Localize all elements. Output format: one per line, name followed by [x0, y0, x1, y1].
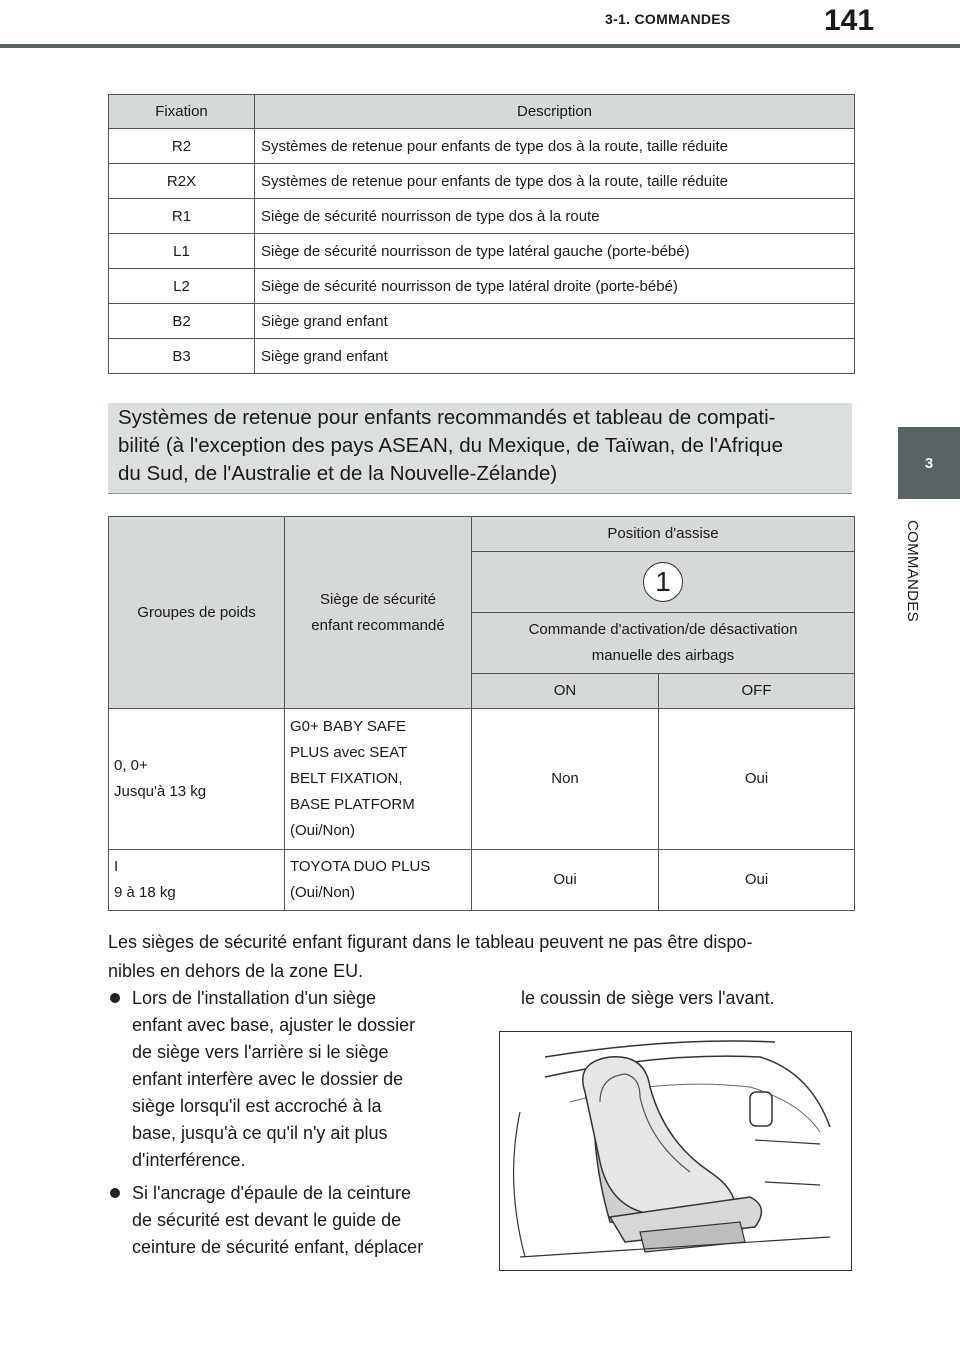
- table-row: [109, 709, 855, 850]
- seat-position-cell: [472, 552, 855, 613]
- recommended-seat-cell: [285, 709, 472, 850]
- bullet-icon: [110, 993, 120, 1003]
- weight-group-line: 0, 0+: [114, 757, 148, 774]
- fixation-code: B3: [109, 339, 255, 374]
- availability-note: [108, 928, 848, 986]
- bullet-line: de sécurité est devant le guide de: [132, 1210, 402, 1230]
- bullet-icon: [110, 1188, 120, 1198]
- seat-line: (Oui/Non): [290, 822, 356, 839]
- header-divider: [0, 44, 960, 48]
- recommended-seat-cell: [285, 850, 472, 911]
- bullet-line: ceinture de sécurité enfant, déplacer: [132, 1237, 424, 1257]
- fixation-description: Siège de sécurité nourrisson de type latéral gauche (porte-bébé): [255, 234, 855, 269]
- chapter-label: COMMANDES: [904, 520, 921, 622]
- header-weight-group-text: Groupes de poids: [137, 603, 256, 621]
- section-title-line: du Sud, de l'Australie et de la Nouvelle-Zélande): [118, 462, 558, 485]
- weight-group-line: Jusqu'à 13 kg: [114, 783, 207, 800]
- weight-group-cell: [109, 850, 285, 911]
- header-seat-position: Position d'assise: [472, 517, 855, 552]
- section-title-line: bilité (à l'exception des pays ASEAN, du Mexique, de Taïwan, de l'Afrique: [118, 434, 783, 457]
- list-item: [110, 985, 470, 1174]
- note-line: Les sièges de sécurité enfant figurant dans le tableau peuvent ne pas être dispo-: [108, 932, 753, 952]
- child-seat-drawing: [500, 1032, 851, 1270]
- fixation-description: Siège de sécurité nourrisson de type latéral droite (porte-bébé): [255, 269, 855, 304]
- page-number: 141: [824, 4, 875, 37]
- on-value-cell: Oui: [472, 850, 659, 911]
- compatibility-table: [108, 516, 855, 911]
- table-row: [109, 234, 855, 269]
- weight-group-cell: [109, 709, 285, 850]
- seat-line: BASE PLATFORM: [290, 796, 415, 813]
- seat-line: PLUS avec SEAT: [290, 744, 408, 761]
- fixation-code: R1: [109, 199, 255, 234]
- header-seat-line: enfant recommandé: [311, 616, 445, 634]
- seat-line: TOYOTA DUO PLUS: [290, 858, 431, 875]
- note-line: nibles en dehors de la zone EU.: [108, 961, 364, 981]
- fixation-code: B2: [109, 304, 255, 339]
- section-title: [108, 403, 852, 494]
- table-row: [109, 339, 855, 374]
- fixation-code: R2: [109, 129, 255, 164]
- table-row: [109, 304, 855, 339]
- header-airbag-switch: [472, 613, 855, 674]
- seat-position-number-icon: 1: [643, 562, 683, 602]
- fixation-code: L2: [109, 269, 255, 304]
- continued-text: le coussin de siège vers l'avant.: [521, 988, 775, 1008]
- bullet-line: de siège vers l'arrière si le siège: [132, 1042, 389, 1062]
- fixation-description: Siège grand enfant: [255, 339, 855, 374]
- fixation-description: Siège de sécurité nourrisson de type dos à la route: [255, 199, 855, 234]
- bullet-line: Lors de l'installation d'un siège: [132, 988, 377, 1008]
- table-row: [109, 199, 855, 234]
- table-row: [109, 164, 855, 199]
- chapter-tab: [898, 427, 960, 499]
- bullet-list: [110, 985, 470, 1267]
- fixation-table: [108, 94, 855, 374]
- table-row: [109, 129, 855, 164]
- header-seat-line: Siège de sécurité: [320, 590, 436, 608]
- bullet-line: enfant interfère avec le dossier de: [132, 1069, 404, 1089]
- fixation-description: Systèmes de retenue pour enfants de type dos à la route, taille réduite: [255, 164, 855, 199]
- header-weight-group: [109, 517, 285, 709]
- bullet-line: Si l'ancrage d'épaule de la ceinture: [132, 1183, 412, 1203]
- airbag-header-line: Commande d'activation/de désactivation: [528, 621, 798, 638]
- bullet-line: d'interférence.: [132, 1150, 246, 1170]
- section-header: 3-1. COMMANDES: [605, 11, 731, 27]
- weight-group-line: I: [114, 858, 119, 875]
- table-row: [109, 850, 855, 911]
- off-value-cell: Oui: [659, 850, 855, 911]
- fixation-code: L1: [109, 234, 255, 269]
- list-item: [110, 1180, 470, 1261]
- header-off: OFF: [659, 674, 855, 709]
- weight-group-line: 9 à 18 kg: [114, 884, 176, 901]
- seat-line: G0+ BABY SAFE: [290, 718, 407, 735]
- chapter-number: 3: [924, 454, 934, 472]
- airbag-header-line: manuelle des airbags: [591, 647, 735, 664]
- off-value-cell: Oui: [659, 709, 855, 850]
- header-fixation: Fixation: [109, 95, 255, 129]
- seat-line: (Oui/Non): [290, 884, 356, 901]
- bullet-line: base, jusqu'à ce qu'il n'y ait plus: [132, 1123, 388, 1143]
- header-recommended-seat: [285, 517, 472, 709]
- fixation-code: R2X: [109, 164, 255, 199]
- header-description: Description: [255, 95, 855, 129]
- section-title-line: Systèmes de retenue pour enfants recommandés et tableau de compati-: [118, 406, 776, 429]
- on-value-cell: Non: [472, 709, 659, 850]
- bullet-line: enfant avec base, ajuster le dossier: [132, 1015, 416, 1035]
- fixation-description: Siège grand enfant: [255, 304, 855, 339]
- child-seat-illustration: [499, 1031, 852, 1271]
- table-row: [109, 269, 855, 304]
- table-header-row: [109, 95, 855, 129]
- seat-line: BELT FIXATION,: [290, 770, 403, 787]
- fixation-description: Systèmes de retenue pour enfants de type dos à la route, taille réduite: [255, 129, 855, 164]
- bullet-line: siège lorsqu'il est accroché à la: [132, 1096, 382, 1116]
- header-on: ON: [472, 674, 659, 709]
